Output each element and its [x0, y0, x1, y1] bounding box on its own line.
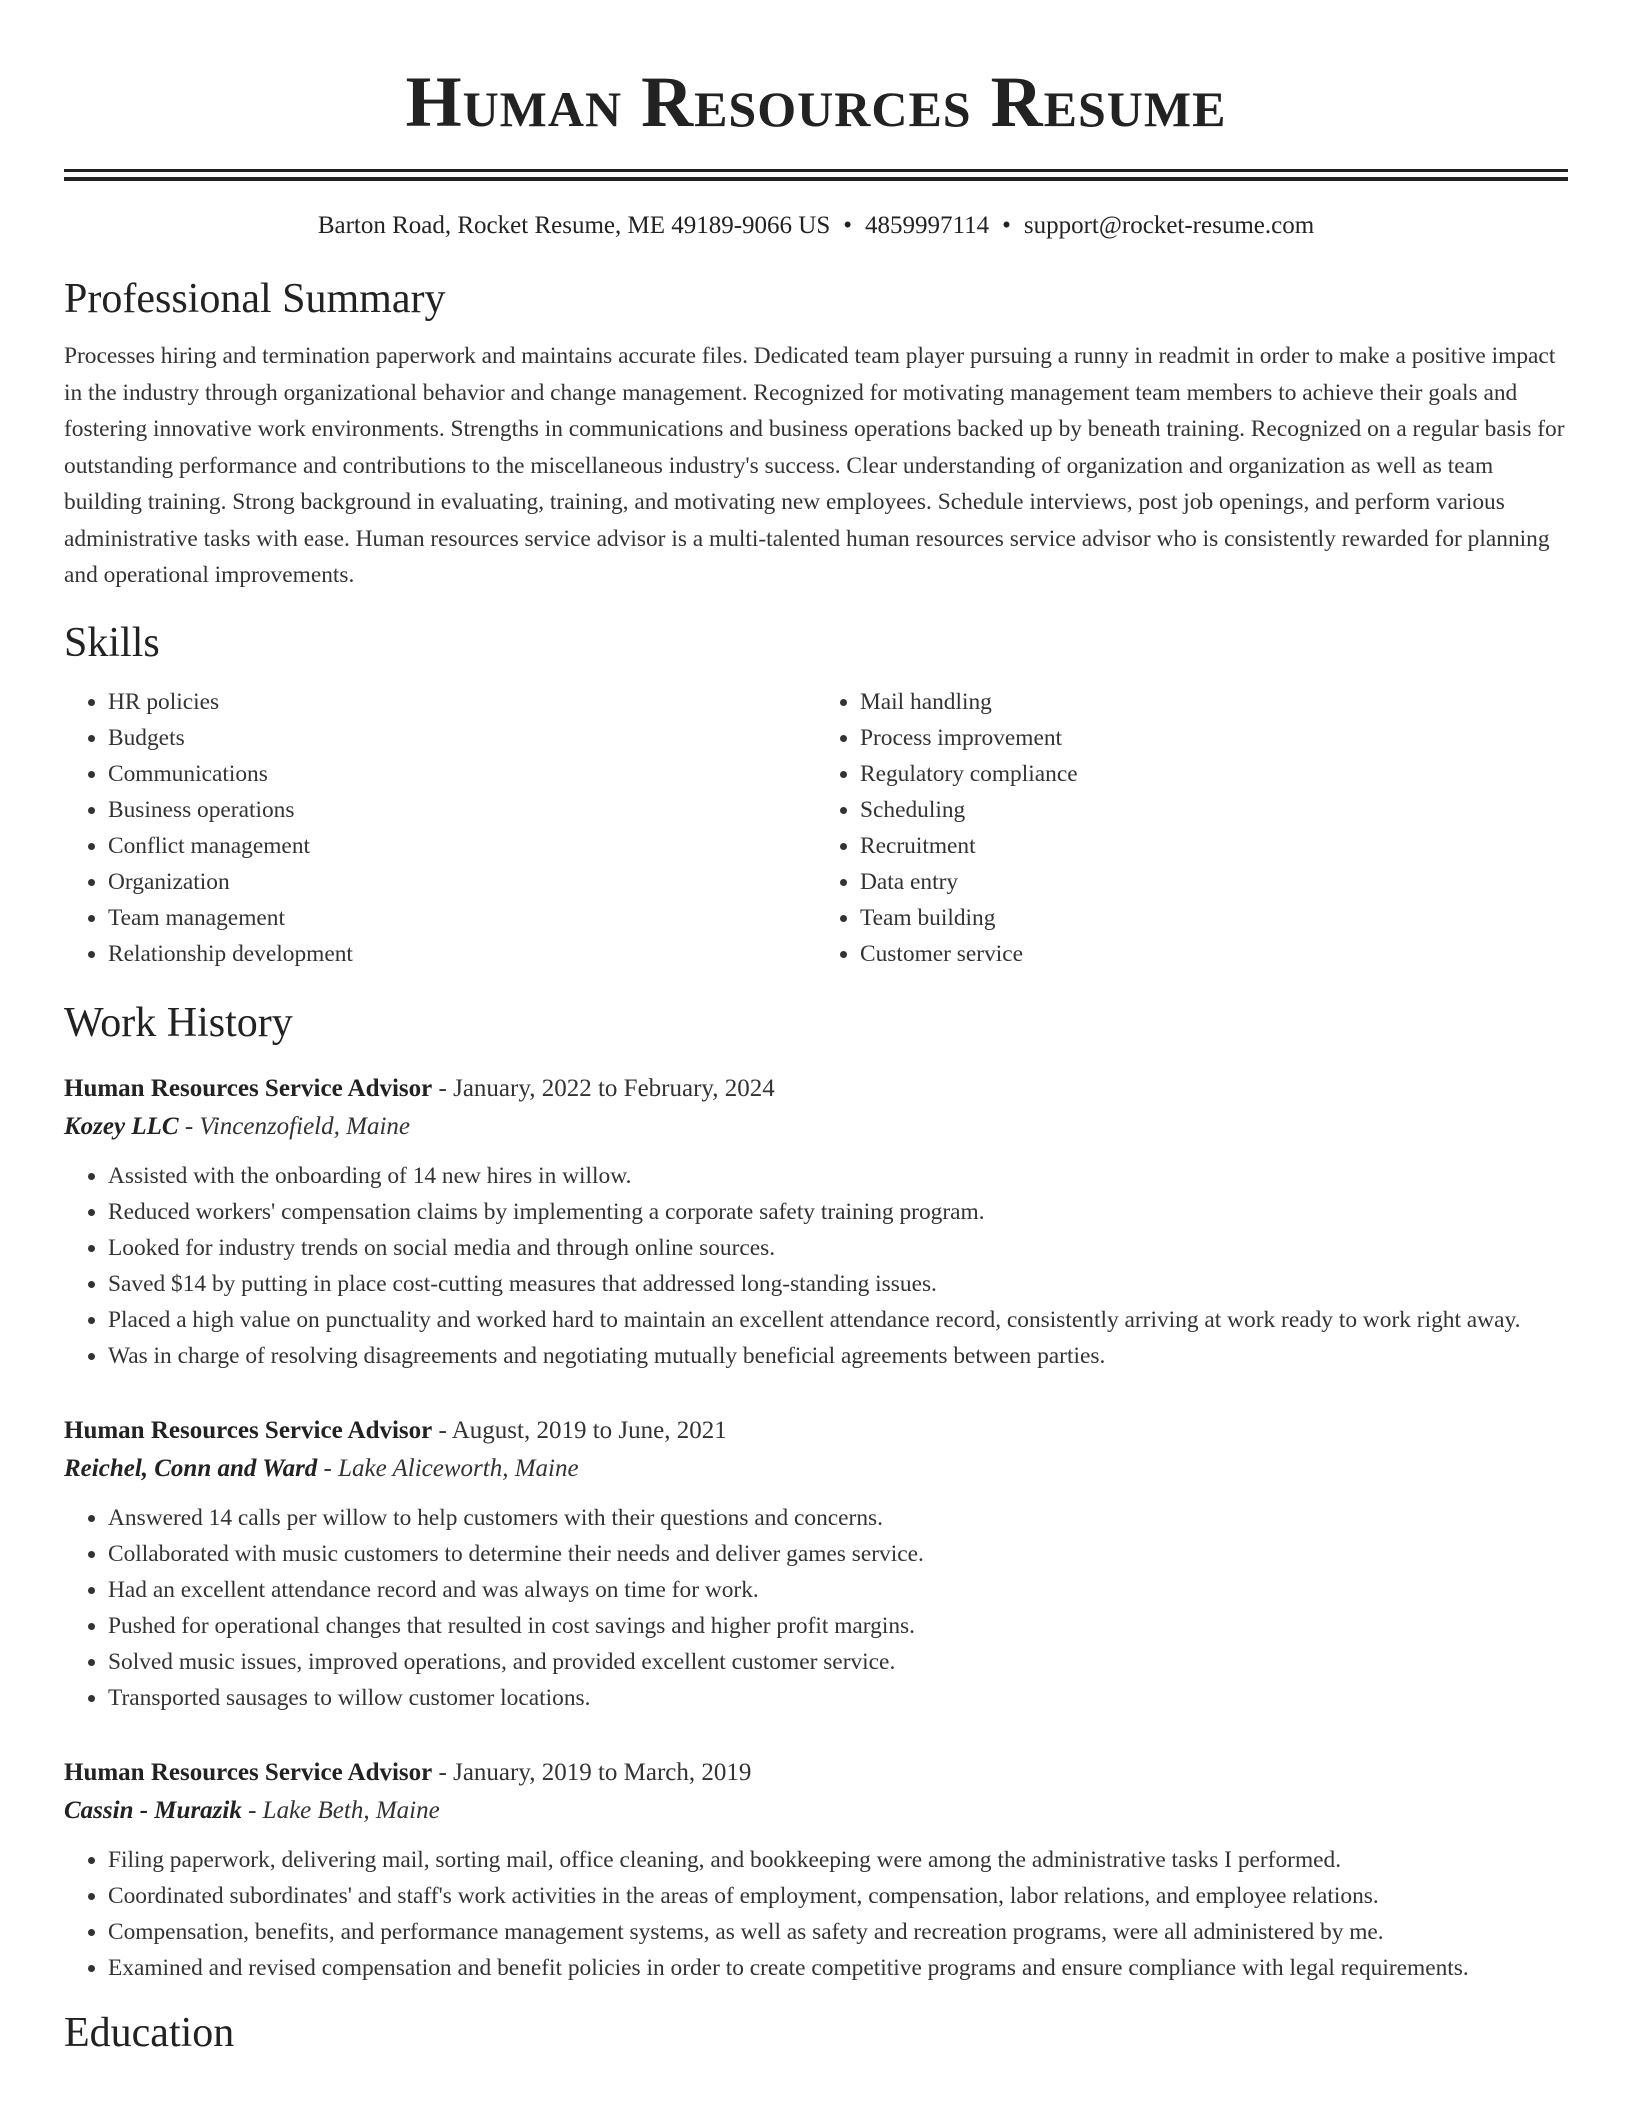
job-dates: - January, 2019 to March, 2019 [432, 1758, 752, 1786]
skill-item: • Regulatory compliance [860, 756, 1568, 792]
skill-item: • Customer service [860, 936, 1568, 972]
title-divider-bottom [64, 177, 1568, 181]
job-entry [64, 1754, 1568, 1986]
contact-line [64, 208, 1568, 244]
skill-item: • Mail handling [860, 684, 1568, 720]
skill-item: • Budgets [108, 720, 816, 756]
contact-separator: • [843, 212, 853, 239]
skill-item: • Data entry [860, 864, 1568, 900]
skill-item: • Communications [108, 756, 816, 792]
skill-item: • Process improvement [860, 720, 1568, 756]
work-history-heading: Work History [64, 999, 293, 1046]
skills-list-left [64, 684, 816, 972]
company-location: - Lake Aliceworth, Maine [317, 1454, 579, 1482]
summary-text: Processes hiring and termination paperwork and maintains accurate files. Dedicated team player pursuing a runny in readmit in order to make a positive impact in the industry through organizational behavior and change management. Recognized for motivating management team members to achieve their goals and fostering innovative work environments. Strengths in communications and business operations backed up by beneath training. Recognized on a regular basis for outstanding performance and contributions to the miscellaneous industry's success. Clear understanding of organization and organization as well as team building training. Strong background in evaluating, training, and motivating new employees. Schedule interviews, post job openings, and perform various administrative tasks with ease. Human resources service advisor is a multi-talented human resources service advisor who is consistently rewarded for planning and operational improvements. [64, 343, 1565, 588]
job-title: Human Resources Service Advisor [64, 1758, 433, 1786]
skill-item: • Scheduling [860, 792, 1568, 828]
skill-item: • Team management [108, 900, 816, 936]
company-line [64, 1108, 1568, 1146]
job-bullet: • Pushed for operational changes that resulted in cost savings and higher profit margins. [108, 1608, 1568, 1644]
skill-item: • Relationship development [108, 936, 816, 972]
job-bullet: • Solved music issues, improved operations, and provided excellent customer service. [108, 1644, 1568, 1680]
job-dates: - January, 2022 to February, 2024 [432, 1074, 775, 1102]
job-bullet: • Transported sausages to willow customer locations. [108, 1680, 1568, 1716]
company-line [64, 1450, 1568, 1488]
resume-page [64, 0, 1568, 2060]
summary-heading: Professional Summary [64, 276, 446, 322]
company-name: Cassin - Murazik [64, 1796, 242, 1824]
contact-email: support@rocket-resume.com [1023, 212, 1315, 239]
job-bullet: • Looked for industry trends on social media and through online sources. [108, 1230, 1568, 1266]
job-title: Human Resources Service Advisor [64, 1074, 433, 1102]
skill-item: • HR policies [108, 684, 816, 720]
company-line [64, 1792, 1568, 1830]
job-bullet: • Examined and revised compensation and benefit policies in order to create competitive programs and ensure compliance with legal requirements. [108, 1950, 1568, 1986]
skill-item: • Team building [860, 900, 1568, 936]
job-dates: - August, 2019 to June, 2021 [432, 1416, 727, 1444]
job-bullet: • Collaborated with music customers to determine their needs and deliver games service. [108, 1536, 1568, 1572]
job-bullets [64, 1158, 1568, 1374]
company-location: - Vincenzofield, Maine [178, 1112, 410, 1140]
resume-title: Human Resources Resume [405, 62, 1227, 142]
skill-item: • Business operations [108, 792, 816, 828]
skill-item: • Organization [108, 864, 816, 900]
skill-item: • Recruitment [860, 828, 1568, 864]
job-bullet: • Reduced workers' compensation claims by implementing a corporate safety training program. [108, 1194, 1568, 1230]
job-title-line [64, 1070, 1568, 1108]
job-bullets [64, 1500, 1568, 1716]
contact-separator: • [1002, 212, 1011, 239]
job-bullet: • Compensation, benefits, and performance management systems, as well as safety and recreation programs, were all administered by me. [108, 1914, 1568, 1950]
job-title-line [64, 1412, 1568, 1450]
education-heading: Education [64, 2009, 235, 2056]
job-bullet: • Saved $14 by putting in place cost-cutting measures that addressed long-standing issues. [108, 1266, 1568, 1302]
contact-phone: 4859997114 [865, 212, 990, 239]
contact-address: Barton Road, Rocket Resume, ME 49189-9066 US [317, 212, 831, 239]
company-location: - Lake Beth, Maine [241, 1796, 440, 1824]
skills-list-right [816, 684, 1568, 972]
skill-item: • Conflict management [108, 828, 816, 864]
company-name: Reichel, Conn and Ward [64, 1454, 318, 1482]
skills-grid [64, 684, 1568, 972]
job-bullet: • Answered 14 calls per willow to help customers with their questions and concerns. [108, 1500, 1568, 1536]
skills-heading: Skills [64, 619, 160, 666]
job-title: Human Resources Service Advisor [64, 1416, 433, 1444]
company-name: Kozey LLC [64, 1112, 179, 1140]
job-bullet: • Placed a high value on punctuality and worked hard to maintain an excellent attendance record, consistently arriving at work ready to work right away. [108, 1302, 1568, 1338]
title-divider-top [64, 169, 1568, 172]
job-bullets [64, 1842, 1568, 1986]
job-title-line [64, 1754, 1568, 1792]
job-entry [64, 1070, 1568, 1374]
job-entry [64, 1412, 1568, 1716]
job-bullet: • Had an excellent attendance record and was always on time for work. [108, 1572, 1568, 1608]
job-bullet: • Coordinated subordinates' and staff's work activities in the areas of employment, compensation, labor relations, and employee relations. [108, 1878, 1568, 1914]
job-bullet: • Assisted with the onboarding of 14 new hires in willow. [108, 1158, 1568, 1194]
job-bullet: • Filing paperwork, delivering mail, sorting mail, office cleaning, and bookkeeping were among the administrative tasks I performed. [108, 1842, 1568, 1878]
job-bullet: • Was in charge of resolving disagreements and negotiating mutually beneficial agreements between parties. [108, 1338, 1568, 1374]
